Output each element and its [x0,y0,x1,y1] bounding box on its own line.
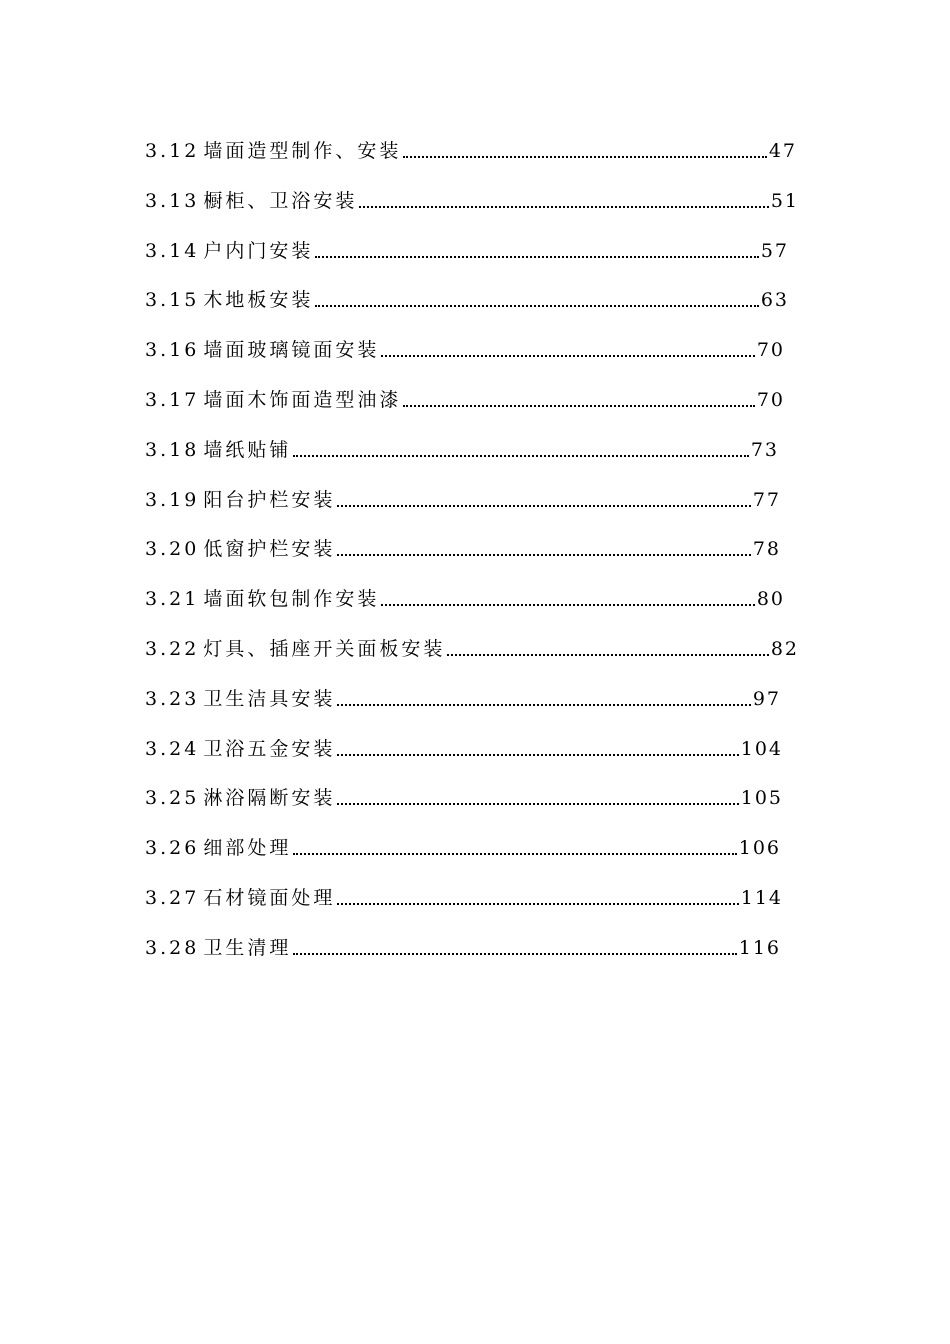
toc-leader-dots [381,604,754,606]
toc-entry-title: 橱柜、卫浴安装 [203,189,358,212]
toc-entry-page: 82 [770,637,799,660]
toc-entry-title: 阳台护栏安装 [203,488,336,511]
toc-leader-dots [403,405,754,407]
toc-leader-dots [403,156,766,158]
toc-entry-page: 57 [760,239,789,262]
toc-entry-title: 卫浴五金安装 [203,737,336,760]
toc-entry-title: 石材镜面处理 [203,886,336,909]
toc-entry-page: 77 [752,488,781,511]
toc-entry-page: 114 [740,886,783,909]
toc-entry-title: 墙面玻璃镜面安装 [203,339,380,362]
toc-entry-page: 105 [740,787,783,810]
toc-entry-page: 47 [768,140,797,162]
toc-entry-number: 3.15 [145,289,200,312]
toc-entry[interactable] [145,634,799,664]
toc-entry-page: 70 [756,388,785,411]
toc-leader-dots [337,754,738,756]
toc-leader-dots [337,505,750,507]
toc-entry[interactable] [145,236,789,266]
toc-entry[interactable] [145,584,785,614]
toc-entry-number: 3.27 [145,886,200,909]
toc-entry[interactable] [145,485,781,515]
toc-entry-number: 3.21 [145,588,200,611]
toc-entry[interactable] [145,534,781,564]
toc-entry-title: 木地板安装 [203,289,314,312]
toc-entry[interactable] [145,684,781,714]
toc-entry[interactable] [145,435,779,465]
toc-entry-title: 卫生清理 [203,936,292,959]
toc-entry-title: 墙纸贴铺 [203,438,292,461]
toc-entry-page: 97 [752,687,781,710]
toc-entry-title: 户内门安装 [203,239,314,262]
toc-entry[interactable] [145,783,783,813]
toc-entry-page: 73 [750,438,779,461]
toc-entry[interactable] [145,136,797,166]
toc-entry-number: 3.20 [145,538,200,561]
toc-entry[interactable] [145,186,799,216]
toc-leader-dots [447,654,768,656]
toc-entry-number: 3.13 [145,189,200,212]
toc-entry-title: 灯具、插座开关面板安装 [203,637,446,660]
toc-entry-title: 淋浴隔断安装 [203,787,336,810]
toc-leader-dots [337,704,750,706]
toc-entry[interactable] [145,285,789,315]
toc-entry-number: 3.16 [145,339,200,362]
toc-leader-dots [315,305,758,307]
toc-entry[interactable] [145,734,783,764]
toc-entry[interactable] [145,833,781,863]
toc-leader-dots [337,554,750,556]
toc-leader-dots [337,903,738,905]
toc-entry[interactable] [145,933,781,963]
toc-entry-number: 3.25 [145,787,200,810]
toc-leader-dots [359,206,768,208]
toc-entry-number: 3.17 [145,388,200,411]
toc-entry[interactable] [145,883,783,913]
toc-entry-page: 104 [740,737,783,760]
toc-leader-dots [293,853,736,855]
toc-entry-page: 51 [770,189,799,212]
toc-entry-title: 墙面软包制作安装 [203,588,380,611]
toc-entry-page: 63 [760,289,789,312]
toc-leader-dots [315,256,758,258]
toc-leader-dots [293,455,748,457]
toc-entry-title: 墙面木饰面造型油漆 [203,388,402,411]
toc-leader-dots [337,803,738,805]
toc-entry-title: 墙面造型制作、安装 [203,140,402,162]
toc-entry-title: 细部处理 [203,837,292,860]
toc-entry[interactable] [145,385,785,415]
toc-entry[interactable] [145,335,785,365]
toc-entry-number: 3.28 [145,936,200,959]
toc-leader-dots [293,953,736,955]
toc-entry-number: 3.22 [145,637,200,660]
toc-entry-page: 116 [738,936,781,959]
toc-entry-page: 106 [738,837,781,860]
table-of-contents [145,136,799,983]
toc-entry-number: 3.19 [145,488,200,511]
toc-entry-title: 低窗护栏安装 [203,538,336,561]
toc-entry-number: 3.24 [145,737,200,760]
toc-entry-number: 3.14 [145,239,200,262]
toc-entry-number: 3.18 [145,438,200,461]
toc-entry-page: 80 [756,588,785,611]
toc-entry-number: 3.23 [145,687,200,710]
toc-entry-title: 卫生洁具安装 [203,687,336,710]
toc-entry-number: 3.26 [145,837,200,860]
toc-entry-number: 3.12 [145,140,200,162]
toc-entry-page: 70 [756,339,785,362]
toc-entry-page: 78 [752,538,781,561]
toc-leader-dots [381,355,754,357]
